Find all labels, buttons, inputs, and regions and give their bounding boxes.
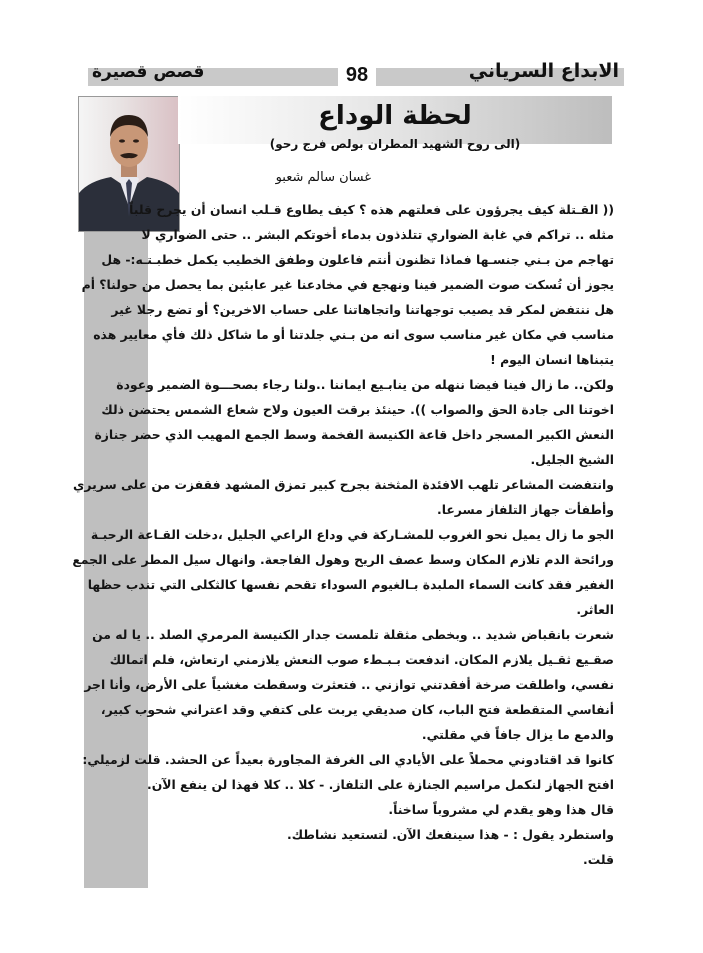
text-line: الشيخ الجليل. <box>530 452 614 467</box>
text-line: صقـيع ثقـيل يلازم المكان. اندفعت بـبـطء صوب النعش يلازمني ارتعاش، فلم اتمالك <box>109 652 614 667</box>
text-line: (( القـتلة كيف يجرؤون على فعلتهم هذه ؟ كيف يطاوع قـلب انسان أن يجرح قلباً <box>129 202 614 217</box>
article-title: لحظة الوداع <box>318 101 472 131</box>
text-line: قلت. <box>583 852 614 867</box>
article-body <box>72 197 614 872</box>
text-line: قال هذا وهو يقدم لي مشروباً ساخناً. <box>388 802 614 817</box>
text-line: وانتفضت المشاعر تلهب الافئدة المثخنة بجرح كبير تمزق المشهد فقفزت من على سريري <box>73 477 614 492</box>
author-name: غسان سالم شعبو <box>275 170 371 185</box>
text-line: أنفاسي المتقطعة فتح الباب، كان صديقي يربت على كتفي وقد اعتراني شحوب كبير، <box>100 702 614 717</box>
text-line: هل ننتفض لمكر قد يصيب توجهاتنا واتجاهاتنا على حساب الاخرين؟ أو تضع رجلا غير <box>111 302 614 317</box>
text-line: تهاجم من بـني جنسـها فماذا تظنون أنتم فاعلون وطفق الخطيب يكمل خطبـتـه:- هل <box>101 252 614 267</box>
text-line: النعش الكبير المسجر داخل قاعة الكنيسة الفخمة وسط الجمع المهيب الذي حضر جنازة <box>94 427 614 442</box>
text-line: العاثر. <box>576 602 614 617</box>
text-line: اخوتنا الى جادة الحق والصواب )). حينئذ برقت العيون ولاح شعاع الشمس يحتضن ذلك <box>101 402 614 417</box>
text-line: واستطرد يقول : - هذا سينفعك الآن. لتستعيد نشاطك. <box>287 827 614 842</box>
magazine-name: الابداع السرياني <box>468 60 619 82</box>
article-subtitle: (الى روح الشهيد المطران بولص فرج رحو) <box>269 137 521 151</box>
text-line: يجوز أن تُسكت صوت الضمير فينا ونهجع في مخادعنا غير عابئين بما يحصل من حولنا؟ أم <box>81 277 614 292</box>
text-line: الغفير فقد كانت السماء الملبدة بـالغيوم السوداء تقحم نفسها كالثكلى التي تندب حظها <box>87 577 614 592</box>
text-line: ورائحة الدم تلازم المكان وسط عصف الريح وهول الفاجعة. وانهال سيل المطر على الجمع <box>72 552 614 567</box>
text-line: كانوا قد اقتادوني محملاً على الأيادي الى الغرفة المجاورة بعيداً عن الحشد. قلت لزميلي: <box>82 752 614 767</box>
text-line: مناسب في مكان غير مناسب سوى انه من بـني جلدتنا أو ما شاكل ذلك فأي معايير هذه <box>93 327 614 342</box>
text-line: نفسي، واطلقت صرخة أفقدتني توازني .. فتعثرت وسقطت مغشياً على الأرض، وأنا اجر <box>84 677 614 692</box>
text-line: يتبناها انسان اليوم ! <box>490 352 614 367</box>
text-line: شعرت بانقباض شديد .. وبخطى مثقلة تلمست جدار الكنيسة المرمري الصلد .. يا له من <box>92 627 614 642</box>
text-line: الجو ما زال يميل نحو الغروب للمشـاركة في وداع الراعي الجليل ،دخلت القـاعة الرحبـة <box>90 527 614 542</box>
text-line: ولكن.. ما زال فينا فيضا ننهله من ينابـيع ايماننا ..ولنا رجاء بصحـــوة الضمير وعودة <box>116 377 614 392</box>
page-number: 98 <box>345 64 369 86</box>
text-line: افتح الجهاز لنكمل مراسيم الجنازة على التلفاز. - كلا .. كلا فهذا لن ينفع الآن. <box>146 777 614 792</box>
section-name: قصص قصيرة <box>92 62 205 82</box>
text-line: والدمع ما يزال جافاً في مقلتي. <box>421 727 614 742</box>
text-line: وأطفأت جهاز التلفاز مسرعا. <box>436 502 614 517</box>
text-line: مثله .. تراكم في غابة الضواري تتلذذون بدماء أخوتكم البشر .. حتى الضواري لا <box>141 227 614 242</box>
